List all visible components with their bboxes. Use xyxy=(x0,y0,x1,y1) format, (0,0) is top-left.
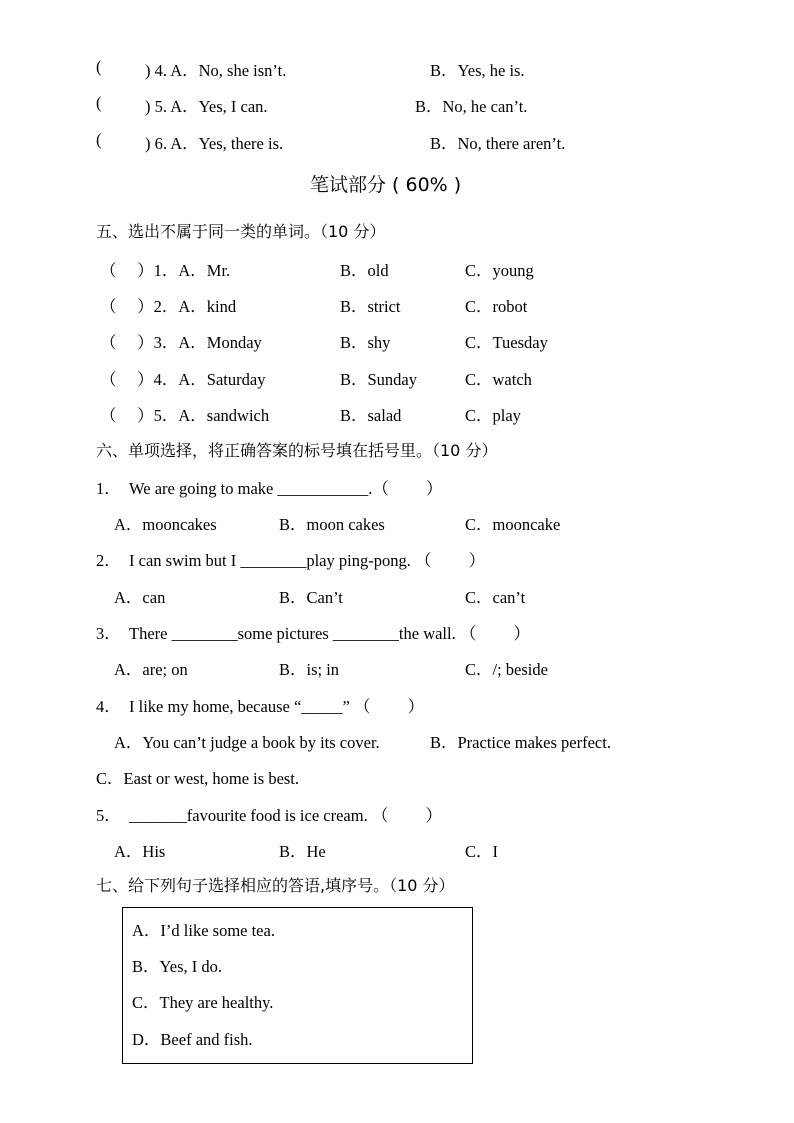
question-stem: 4． I like my home, because “_____” （ ） xyxy=(96,697,425,716)
choice-b: B．Can’t xyxy=(279,588,343,607)
choice-c: C．I xyxy=(465,842,498,861)
item-a: （ ）1．A．Mr. xyxy=(100,261,231,280)
choice-b: B．is; in xyxy=(279,660,340,679)
choice-b: B．Practice makes perfect. xyxy=(430,733,611,752)
choice-b: B．He xyxy=(279,842,326,861)
item-a: （ ）4．A．Saturday xyxy=(100,370,266,389)
item-b: B．shy xyxy=(340,333,391,352)
choice-b: B．moon cakes xyxy=(279,515,385,534)
option-b: B．Yes, he is. xyxy=(430,61,525,80)
choice-a: A．are; on xyxy=(114,660,188,679)
choice-a: A．mooncakes xyxy=(114,515,217,534)
question-stem: 1． We are going to make ___________.（ ） xyxy=(96,479,443,498)
item-b: B．strict xyxy=(340,297,401,316)
option-b: B．No, there aren’t. xyxy=(430,134,566,153)
section7-heading: 七、给下列句子选择相应的答语,填序号。（10 分） xyxy=(96,876,455,895)
choice-c: C．/; beside xyxy=(465,660,548,679)
option-a: ) 4. A．No, she isn’t. xyxy=(145,61,287,80)
section6-heading: 六、单项选择，将正确答案的标号填在括号里。（10 分） xyxy=(96,441,498,460)
answer-paren: ( xyxy=(96,57,102,76)
question-stem: 2． I can swim but I ________play ping-pong. （ ） xyxy=(96,551,486,570)
question-stem: 3． There ________some pictures ________the wall. （ ） xyxy=(96,624,530,643)
item-c: C．robot xyxy=(465,297,528,316)
item-b: B．Sunday xyxy=(340,370,418,389)
option-b: B．No, he can’t. xyxy=(415,97,528,116)
answer-option: D．Beef and fish. xyxy=(132,1030,253,1049)
option-a: ) 5. A．Yes, I can. xyxy=(145,97,268,116)
item-c: C．Tuesday xyxy=(465,333,548,352)
choice-a: A．You can’t judge a book by its cover. xyxy=(114,733,380,752)
answer-option: B．Yes, I do. xyxy=(132,957,223,976)
question-stem: 5． _______favourite food is ice cream. （ ） xyxy=(96,806,442,825)
item-b: B．salad xyxy=(340,406,402,425)
item-a: （ ）2．A．kind xyxy=(100,297,237,316)
choice-c: C．can’t xyxy=(465,588,526,607)
item-c: C．watch xyxy=(465,370,532,389)
item-a: （ ）5．A．sandwich xyxy=(100,406,270,425)
answer-paren: ( xyxy=(96,93,102,112)
item-b: B．old xyxy=(340,261,389,280)
choice-a: A．can xyxy=(114,588,166,607)
item-c: C．young xyxy=(465,261,534,280)
answer-option: C．They are healthy. xyxy=(132,993,274,1012)
choice-c: C．East or west, home is best. xyxy=(96,769,300,788)
option-a: ) 6. A．Yes, there is. xyxy=(145,134,284,153)
item-c: C．play xyxy=(465,406,521,425)
choice-c: C．mooncake xyxy=(465,515,561,534)
written-part-title: 笔试部分 ( 60% ) xyxy=(310,174,462,196)
item-a: （ ）3．A．Monday xyxy=(100,333,262,352)
answer-option: A．I’d like some tea. xyxy=(132,921,275,940)
choice-a: A．His xyxy=(114,842,166,861)
answer-paren: ( xyxy=(96,130,102,149)
section5-heading: 五、选出不属于同一类的单词。（10 分） xyxy=(96,222,386,241)
